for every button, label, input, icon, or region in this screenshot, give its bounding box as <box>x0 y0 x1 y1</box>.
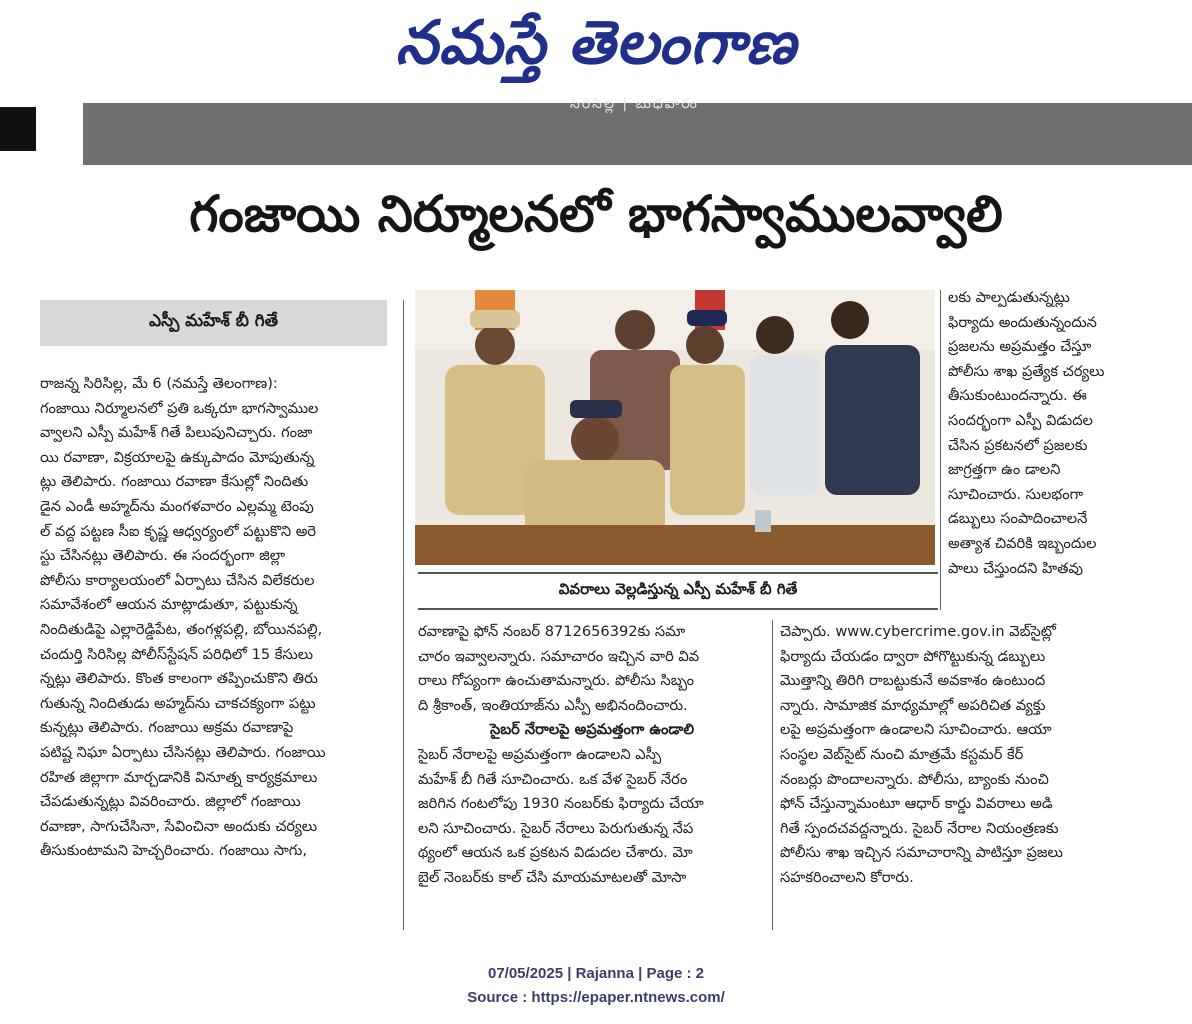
text-line: మహేశ్ బీ గితే సూచించారు. ఒక వేళ సైబర్ నేరం <box>418 770 688 788</box>
text-line: సమావేశంలో ఆయన మాట్లాడుతూ, పట్టుకున్న <box>40 596 298 614</box>
text-line: స్టు చేసినట్లు తెలిపారు. ఈ సందర్భంగా జిల్లా <box>40 547 286 565</box>
text-line: రహిత జిల్లాగా మార్చడానికి వినూత్న కార్యక్రమాలు <box>40 768 318 786</box>
article-column-2 <box>418 620 766 891</box>
text-line: తీసుకుంటామని హెచ్చరించారు. గంజాయి సాగు, <box>40 842 307 860</box>
text-line: ఫోన్ చేస్తున్నామంటూ ఆధార్ కార్డు వివరాలు అడి <box>780 795 1053 813</box>
footer-source: Source : https://epaper.ntnews.com/ <box>467 989 725 1006</box>
text-line: జరిగిన గంటలోపు 1930 నంబర్‌కు ఫిర్యాదు చేయా <box>418 795 704 813</box>
column-rule <box>772 620 773 930</box>
sub-heading: సైబర్ నేరాలపై అప్రమత్తంగా ఉండాలి <box>489 721 695 739</box>
text-line: గితే స్పందచవద్దన్నారు. సైబర్ నేరాల నియంత్రణకు <box>780 819 1059 837</box>
text-line: థ్యంలో ఆయన ఒక ప్రకటన విడుదల చేశారు. మో <box>418 844 693 862</box>
column-rule <box>403 300 404 930</box>
text-line: లని సూచించారు. సైబర్ నేరాలు పెరుగుతున్న నేప <box>418 819 694 837</box>
text-line: గంజాయి నిర్మూలనలో ప్రతి ఒక్కరూ భాగస్వాముల <box>40 399 319 417</box>
text-line: ఫిర్యాదు చేయడం ద్వారా పోగొట్టుకున్న డబ్బులు <box>780 647 1046 665</box>
text-line: మొత్తాన్ని తిరిగి రాబట్టుకునే అవకాశం ఉంటుంద <box>780 672 1046 690</box>
article-column-1 <box>40 372 388 864</box>
text-line: లకు పాల్పడుతున్నట్లు <box>948 289 1070 306</box>
news-photo <box>415 290 935 565</box>
footer-date-page: 07/05/2025 | Rajanna | Page : 2 <box>487 965 704 982</box>
article-byline: ఎస్పీ మహేశ్ బీ గితే <box>40 300 387 346</box>
text-line: పటిష్ట నిఘా ఏర్పాటు చేసినట్లు తెలిపారు. గంజాయి <box>40 743 326 761</box>
text-line: ప్రజలను అప్రమత్తం చేస్తూ <box>948 338 1092 356</box>
text-line: సూచించారు. సులభంగా <box>948 485 1084 503</box>
text-line: పోలీసు కార్యాలయంలో ఏర్పాటు చేసిన విలేకరుల <box>40 571 315 589</box>
section-marker <box>0 103 83 165</box>
text-line: రవాణా, సాగుచేసినా, సేవించినా అందుకు చర్యలు <box>40 817 318 835</box>
text-line: నంబర్లు పొందాలన్నారు. పోలీసు, బ్యాంకు నుంచి <box>780 770 1049 788</box>
article-column-4 <box>780 620 1152 891</box>
text-line: డబ్బులు సంపాదించాలనే <box>948 510 1088 528</box>
text-line: సందర్భంగా ఎస్పీ విడుదల <box>948 411 1093 429</box>
text-line: చేసిన ప్రకటనలో ప్రజలకు <box>948 436 1088 454</box>
text-line: అత్యాశ చివరికి ఇబ్బందుల <box>948 534 1097 552</box>
text-line: ఫిర్యాదు అందుతున్నందున <box>948 313 1097 331</box>
text-line: పాలు చేస్తుందని హితవు <box>948 559 1084 577</box>
column-rule <box>940 290 941 610</box>
text-line: సైబర్ నేరాలపై అప్రమత్తంగా ఉండాలని ఎస్పీ <box>418 745 662 763</box>
text-line: చెప్పారు. www.cybercrime.gov.in వెబ్‌సైట్లో <box>780 623 1056 640</box>
text-line: రాలు గోప్యంగా ఉంచుతామన్నారు. పోలీసు సిబ్బం <box>418 672 695 690</box>
text-line: చేపడుతున్నట్లు వివరించారు. జిల్లాలో గంజాయి <box>40 793 301 811</box>
text-line: రాజన్న సిరిసిల్ల, మే 6 (నమస్తే తెలంగాణ): <box>40 375 278 392</box>
section-strip-text: సిరిసిల్ల | బుధవారం <box>570 96 699 112</box>
text-line: లపై అప్రమత్తంగా ఉండాలని సూచించారు. ఆయా <box>780 721 1052 739</box>
masthead-title: నమస్తే తెలంగాణ <box>395 8 797 78</box>
text-line: కున్నట్లు తెలిపారు. గంజాయి అక్రమ రవాణాపై <box>40 719 294 737</box>
text-line: డైన ఎండీ అహ్మద్‌ను మంగళవారం ఎల్లమ్మ టెంపు <box>40 497 314 515</box>
text-line: న్నట్లు తెలిపారు. కొంత కాలంగా తప్పించుకొని తిరు <box>40 670 318 688</box>
text-line: యి రవాణా, విక్రయాలపై ఉక్కుపాదం మోపుతున్న <box>40 448 315 466</box>
article-headline: గంజాయి నిర్మూలనలో భాగస్వాములవ్వాలి <box>189 185 1003 243</box>
text-line: సంస్థల వెబ్‌సైట్ నుంచి మాత్రమే కస్టమర్ కేర్ <box>780 745 1024 763</box>
photo-caption: వివరాలు వెల్లడిస్తున్న ఎస్పీ మహేశ్ బీ గితే <box>418 572 938 610</box>
article-column-3 <box>948 286 1144 581</box>
text-line: జాగ్రత్తగా ఉం డాలని <box>948 461 1061 479</box>
text-line: రవాణాపై ఫోన్ నంబర్ 8712656392కు సమా <box>418 623 686 640</box>
text-line: సహకరించాలని కోరారు. <box>780 868 914 886</box>
text-line: ది శ్రీకాంత్, ఇంతియాజ్‌ను ఎస్పీ అభినందించారు. <box>418 696 688 714</box>
newspaper-masthead <box>0 0 1192 100</box>
text-line: ల్ వద్ద పట్టణ సీఐ కృష్ణ ఆధ్వర్యంలో పట్టుకొని అరె <box>40 522 317 540</box>
text-line: తీసుకుంటుందన్నారు. ఈ <box>948 387 1087 405</box>
page-footer <box>0 962 1192 1010</box>
text-line: న్నారు. సామాజిక మాధ్యమాల్లో అపరిచిత వ్యక్తు <box>780 696 1046 714</box>
text-line: ట్లు తెలిపారు. గంజాయి రవాణా కేసుల్లో నిందితు <box>40 473 309 491</box>
text-line: వ్వాలని ఎస్పీ మహేశ్ గితే పిలుపునిచ్చారు. గంజా <box>40 424 313 442</box>
text-line: పోలీసు శాఖ ఇచ్చిన సమాచారాన్ని పాటిస్తూ ప్రజలు <box>780 844 1063 862</box>
text-line: చారం ఇవ్వాలన్నారు. సమాచారం ఇచ్చిన వారి వివ <box>418 647 700 665</box>
text-line: గుతున్న నిందితుడు అహ్మద్‌ను చాకచక్యంగా పట్టు <box>40 694 316 712</box>
text-line: నిందితుడిపై ఎల్లారెడ్డిపేట, తంగళ్లపల్లి, బోయినపల్లి, <box>40 620 323 638</box>
police-officers-photo <box>415 290 935 565</box>
text-line: పోలీసు శాఖ ప్రత్యేక చర్యలు <box>948 362 1105 380</box>
text-line: బైల్ నెంబర్‌కు కాల్ చేసి మాయమాటలతో మోసా <box>418 868 687 886</box>
text-line: చందుర్తి సిరిసిల్ల పోలీస్‌స్టేషన్ పరిధిలో 15 కేసులు <box>40 645 314 663</box>
